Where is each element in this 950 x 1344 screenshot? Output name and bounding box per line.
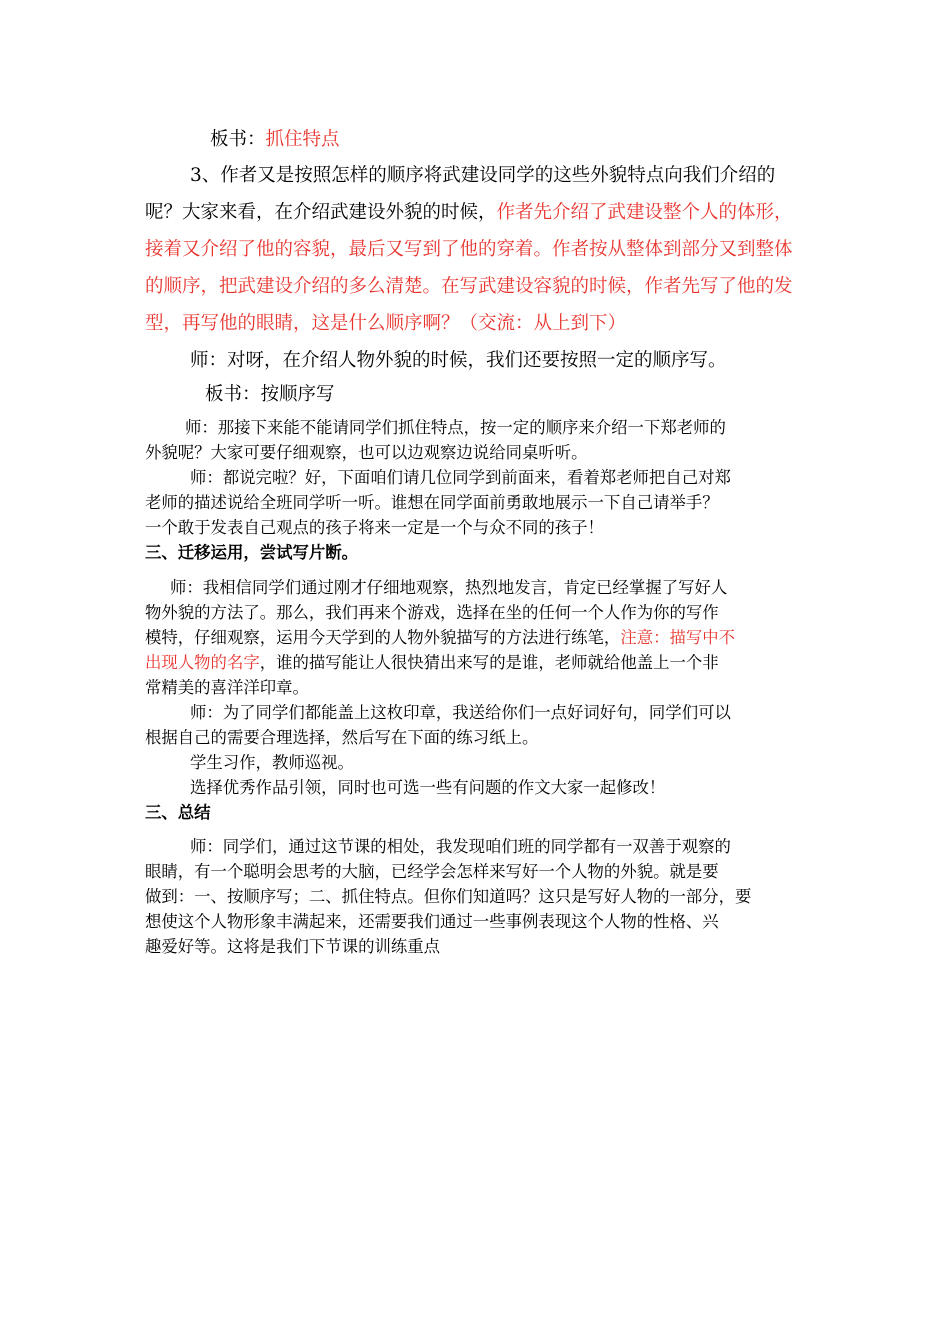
text-span: ，谁的描写能让人很快猜出来写的是谁，老师就给他盖上一个非 bbox=[259, 653, 719, 672]
board-note-2: 板书：按顺序写 bbox=[205, 384, 335, 405]
paragraph-line: 师：我相信同学们通过刚才仔细地观察，热烈地发言，肯定已经掌握了写好人 bbox=[170, 578, 728, 597]
paragraph-line: 选择优秀作品引领，同时也可选一些有问题的作文大家一起修改！ bbox=[190, 778, 666, 797]
paragraph-line: 想使这个人物形象丰满起来，还需要我们通过一些事例表现这个人物的性格、兴 bbox=[145, 912, 719, 931]
paragraph-line: 趣爱好等。这将是我们下节课的训练重点 bbox=[145, 937, 441, 956]
paragraph-line: 师：对呀，在介绍人物外貌的时候，我们还要按照一定的顺序写。 bbox=[190, 350, 727, 371]
paragraph-line: 眼睛，有一个聪明会思考的大脑，已经学会怎样来写好一个人物的外貌。就是要 bbox=[145, 862, 719, 881]
highlight-span: 作者先介绍了武建设整个人的体形， bbox=[496, 202, 793, 223]
paragraph-line: 外貌呢？大家可要仔细观察，也可以边观察边说给同桌听听。 bbox=[145, 443, 588, 462]
paragraph-line: 型，再写他的眼睛，这是什么顺序啊？（交流：从上到下） bbox=[145, 313, 627, 334]
paragraph-line: 一个敢于发表自己观点的孩子将来一定是一个与众不同的孩子！ bbox=[145, 518, 604, 537]
paragraph-line: 做到：一、按顺序写；二、抓住特点。但你们知道吗？这只是写好人物的一部分，要 bbox=[145, 887, 752, 906]
paragraph-line bbox=[145, 624, 735, 648]
paragraph-line: 老师的描述说给全班同学听一听。谁想在同学面前勇敢地展示一下自己请举手？ bbox=[145, 493, 719, 512]
paragraph-line: 的顺序，把武建设介绍的多么清楚。在写武建设容貌的时候，作者先写了他的发 bbox=[145, 276, 793, 297]
paragraph-line: 常精美的喜洋洋印章。 bbox=[145, 678, 309, 697]
paragraph-line bbox=[145, 649, 719, 673]
paragraph-line: 师：那接下来能不能请同学们抓住特点，按一定的顺序来介绍一下郑老师的 bbox=[185, 418, 726, 437]
highlight-span: 注意：描写中不 bbox=[620, 628, 736, 647]
paragraph-line: 师：都说完啦？好，下面咱们请几位同学到前面来，看着郑老师把自己对郑 bbox=[190, 468, 731, 487]
paragraph-line: 学生习作，教师巡视。 bbox=[190, 753, 354, 772]
board-label: 板书： bbox=[210, 129, 266, 150]
board-highlight: 抓住特点 bbox=[265, 129, 340, 150]
highlight-span: 出现人物的名字 bbox=[145, 653, 260, 672]
paragraph-line: 接着又介绍了他的容貌，最后又写到了他的穿着。作者按从整体到部分又到整体 bbox=[145, 239, 793, 260]
text-span: 模特，仔细观察，运用今天学到的人物外貌描写的方法进行练笔， bbox=[145, 628, 621, 647]
board-note-1 bbox=[210, 125, 340, 151]
paragraph-line: 师：为了同学们都能盖上这枚印章，我送给你们一点好词好句，同学们可以 bbox=[190, 703, 731, 722]
text-span: 呢？大家来看，在介绍武建设外貌的时候， bbox=[145, 202, 497, 223]
section-heading: 三、迁移运用，尝试写片断。 bbox=[145, 543, 359, 562]
paragraph-line: 根据自己的需要合理选择，然后写在下面的练习纸上。 bbox=[145, 728, 539, 747]
paragraph-line: 3、作者又是按照怎样的顺序将武建设同学的这些外貌特点向我们介绍的 bbox=[190, 165, 776, 186]
paragraph-line: 物外貌的方法了。那么，我们再来个游戏，选择在坐的任何一个人作为你的写作 bbox=[145, 603, 719, 622]
paragraph-line: 师：同学们，通过这节课的相处，我发现咱们班的同学都有一双善于观察的 bbox=[190, 837, 731, 856]
section-heading: 三、总结 bbox=[145, 803, 211, 822]
paragraph-line bbox=[145, 198, 793, 224]
